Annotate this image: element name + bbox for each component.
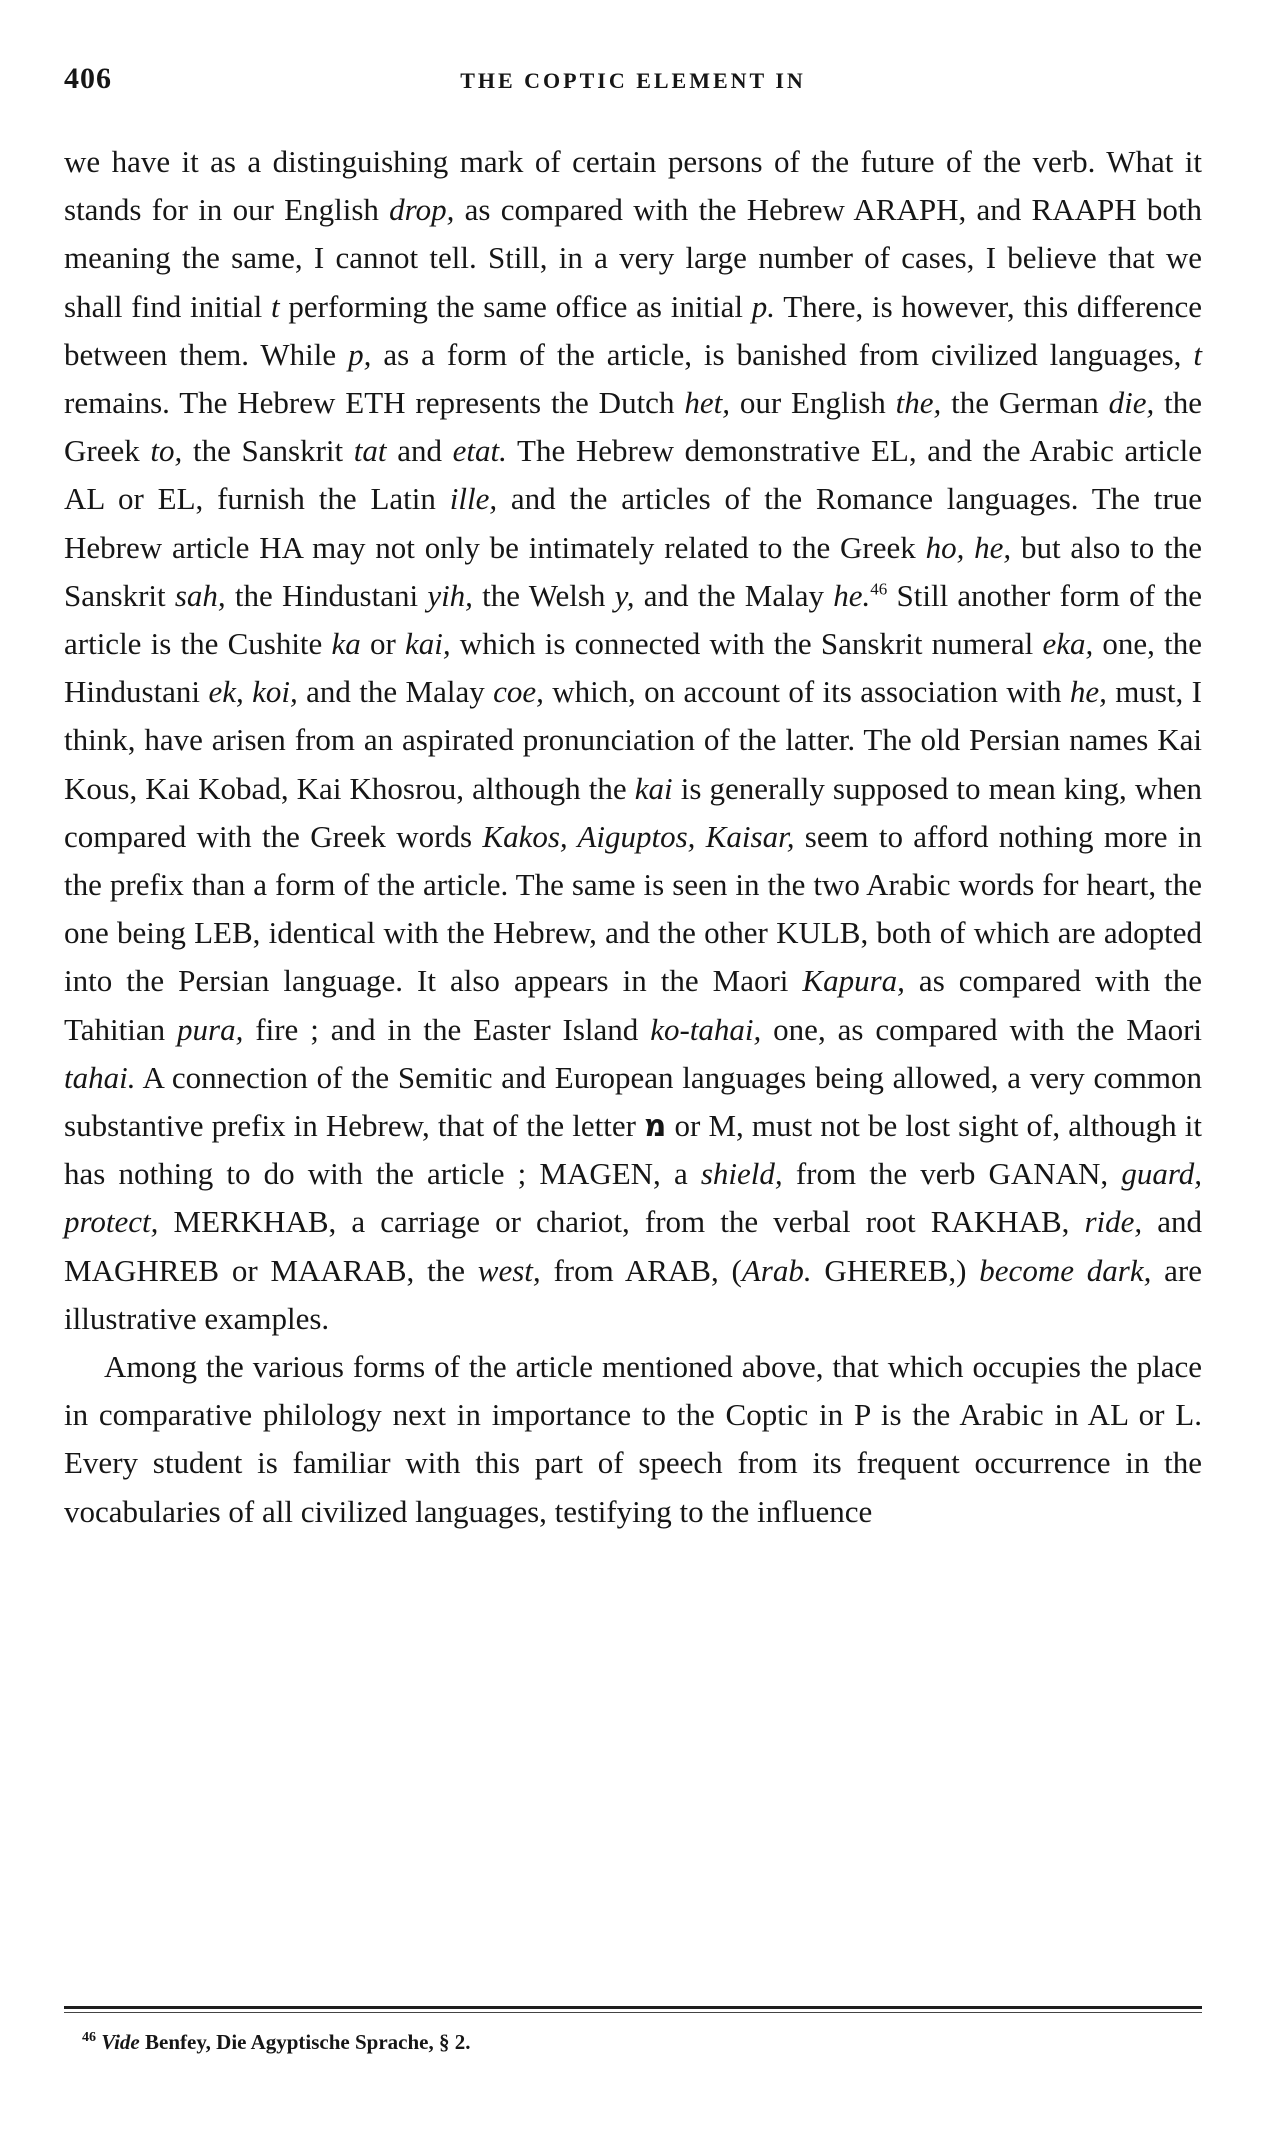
page-header (64, 62, 1202, 102)
text-run: which, on account of its association with (543, 674, 1070, 710)
running-title: THE COPTIC ELEMENT IN (460, 68, 806, 93)
italic-word: ille, (449, 481, 498, 517)
italic-word: ka (331, 626, 361, 662)
italic-word: coe, (493, 674, 544, 710)
text-run: MERKHAB, a carriage or chariot, from the verbal root RAKHAB, (158, 1204, 1085, 1240)
text-run: are illustrative examples. (64, 1252, 1203, 1336)
italic-word: west, (477, 1252, 541, 1288)
text-run: and MAGHREB or MAARAB, the (64, 1204, 1202, 1288)
text-run: which is connected with the Sanskrit numeral (450, 626, 1043, 662)
footnote-reference: 46 (870, 579, 888, 599)
italic-word: ho, he, (925, 529, 1012, 565)
text-run: and the articles of the Romance languages. The true Hebrew article HA may not only be intimately related to the Greek (64, 481, 1203, 565)
text-run: GHEREB,) (811, 1252, 980, 1288)
main-text (64, 138, 1202, 1536)
italic-word: to, (150, 433, 183, 469)
footnote (82, 2030, 1182, 2055)
italic-word: sah, (174, 577, 226, 613)
footnote-text: Benfey, Die Agyptische Sprache, § 2. (139, 2030, 471, 2054)
italic-word: ride, (1084, 1204, 1143, 1240)
text-run: and (386, 433, 453, 469)
text-run: A connection of the Semitic and European languages being allowed, a very common substantive prefix in Hebrew, that of the letter (64, 1059, 1202, 1144)
text-run: or M, must not be lost sight of, although it has nothing to do with the article ; MAGEN, a (64, 1108, 1202, 1192)
italic-word: shield, (700, 1156, 783, 1192)
text-run: is generally supposed to mean king, when compared with the Greek words (64, 770, 1202, 854)
italic-word: pura, (177, 1011, 244, 1047)
italic-word: p. (751, 288, 776, 324)
text-run: as compared with the Tahitian (64, 963, 1202, 1047)
text-run: the Greek (64, 385, 1202, 469)
text-run: There, is however, this difference between them. While (64, 288, 1202, 372)
italic-word: the, (895, 385, 942, 421)
text-run: seem to afford nothing more in the prefix than a form of the article. The same is seen in the two Arabic words for heart, the one being LEB, identical with the Hebrew, and the other KULB, both of which are adopted into the Persian language. It also appears in the Maori (64, 818, 1202, 999)
text-run: our English (729, 385, 896, 421)
italic-word: drop, (389, 192, 455, 228)
italic-word: t (271, 288, 280, 324)
italic-word: t (1193, 336, 1202, 372)
text-run: Still another form of the article is the Cushite (64, 577, 1203, 662)
footnote-number: 46 (82, 2030, 96, 2045)
italic-word: tahai. (64, 1059, 136, 1095)
text-run: but also to the Sanskrit (64, 529, 1202, 613)
text-run: from the verb GANAN, (782, 1156, 1122, 1192)
text-run: the German (941, 385, 1109, 421)
italic-word: he, (1069, 674, 1107, 710)
hebrew-letter: מ (644, 1108, 667, 1145)
footnote-rule-thin (64, 2012, 1202, 2013)
text-run: and the Malay (297, 674, 494, 710)
italic-word: etat. (452, 433, 507, 469)
text-run: one, the Hindustani (64, 626, 1202, 710)
italic-word: kai, (404, 626, 451, 662)
italic-word: Arab. (741, 1252, 812, 1288)
text-run: as compared with the Hebrew ARAPH, and RAAPH both meaning the same, I cannot tell. Still, in a very large number of cases, I believe that we shall find initial (64, 192, 1202, 324)
italic-word: kai (634, 770, 673, 806)
text-run: remains. The Hebrew ETH represents the Dutch (64, 385, 685, 421)
italic-word: het, (684, 385, 730, 421)
text-run: performing the same office as initial (279, 288, 752, 324)
text-run: and the Malay (634, 577, 834, 613)
text-run: one, as compared with the Maori (761, 1011, 1203, 1047)
text-run: as a form of the article, is banished from civilized languages, (371, 336, 1194, 372)
text-run: the Sanskrit (182, 433, 354, 469)
paragraph-1 (64, 138, 1202, 1343)
text-run: or (360, 626, 405, 662)
italic-word: he. (833, 577, 871, 613)
italic-word: ek, koi, (208, 674, 298, 710)
text-run: fire ; and in the Easter Island (243, 1011, 651, 1047)
text-run: from ARAB, ( (540, 1252, 742, 1288)
italic-word: become dark, (979, 1252, 1152, 1288)
italic-word: Kakos, Aiguptos, Kaisar, (482, 818, 795, 854)
italic-word: eka, (1042, 626, 1094, 662)
text-run: The Hebrew demonstrative EL, and the Arabic article AL or EL, furnish the Latin (64, 433, 1202, 517)
text-run: the Welsh (472, 577, 615, 613)
footnote-rule (64, 2006, 1202, 2009)
italic-word: ko-tahai, (650, 1011, 762, 1047)
italic-word: guard, protect, (64, 1156, 1202, 1240)
text-run: we have it as a distinguishing mark of certain persons of the future of the verb. What it stands for in our English (64, 144, 1202, 228)
italic-word: tat (353, 433, 387, 469)
page-number: 406 (64, 62, 112, 95)
text-run: the Hindustani (225, 577, 428, 613)
italic-word: p, (348, 336, 372, 372)
italic-word: yih, (427, 577, 473, 613)
paragraph-2: Among the various forms of the article mentioned above, that which occupies the place in comparative philology next in importance to the Coptic in P is the Arabic in AL or L. Every student is familiar with this part of speech from its frequent occurrence in the vocabularies of all civilized languages, testifying to the influence (64, 1349, 1202, 1529)
italic-word: y, (614, 577, 635, 613)
italic-word: Kapura, (802, 963, 905, 999)
text-run: must, I think, have arisen from an aspirated pronunciation of the latter. The old Persian names Kai Kous, Kai Kobad, Kai Khosrou, although the (64, 674, 1202, 806)
italic-word: die, (1108, 385, 1155, 421)
footnote-italic: Vide (101, 2030, 140, 2054)
